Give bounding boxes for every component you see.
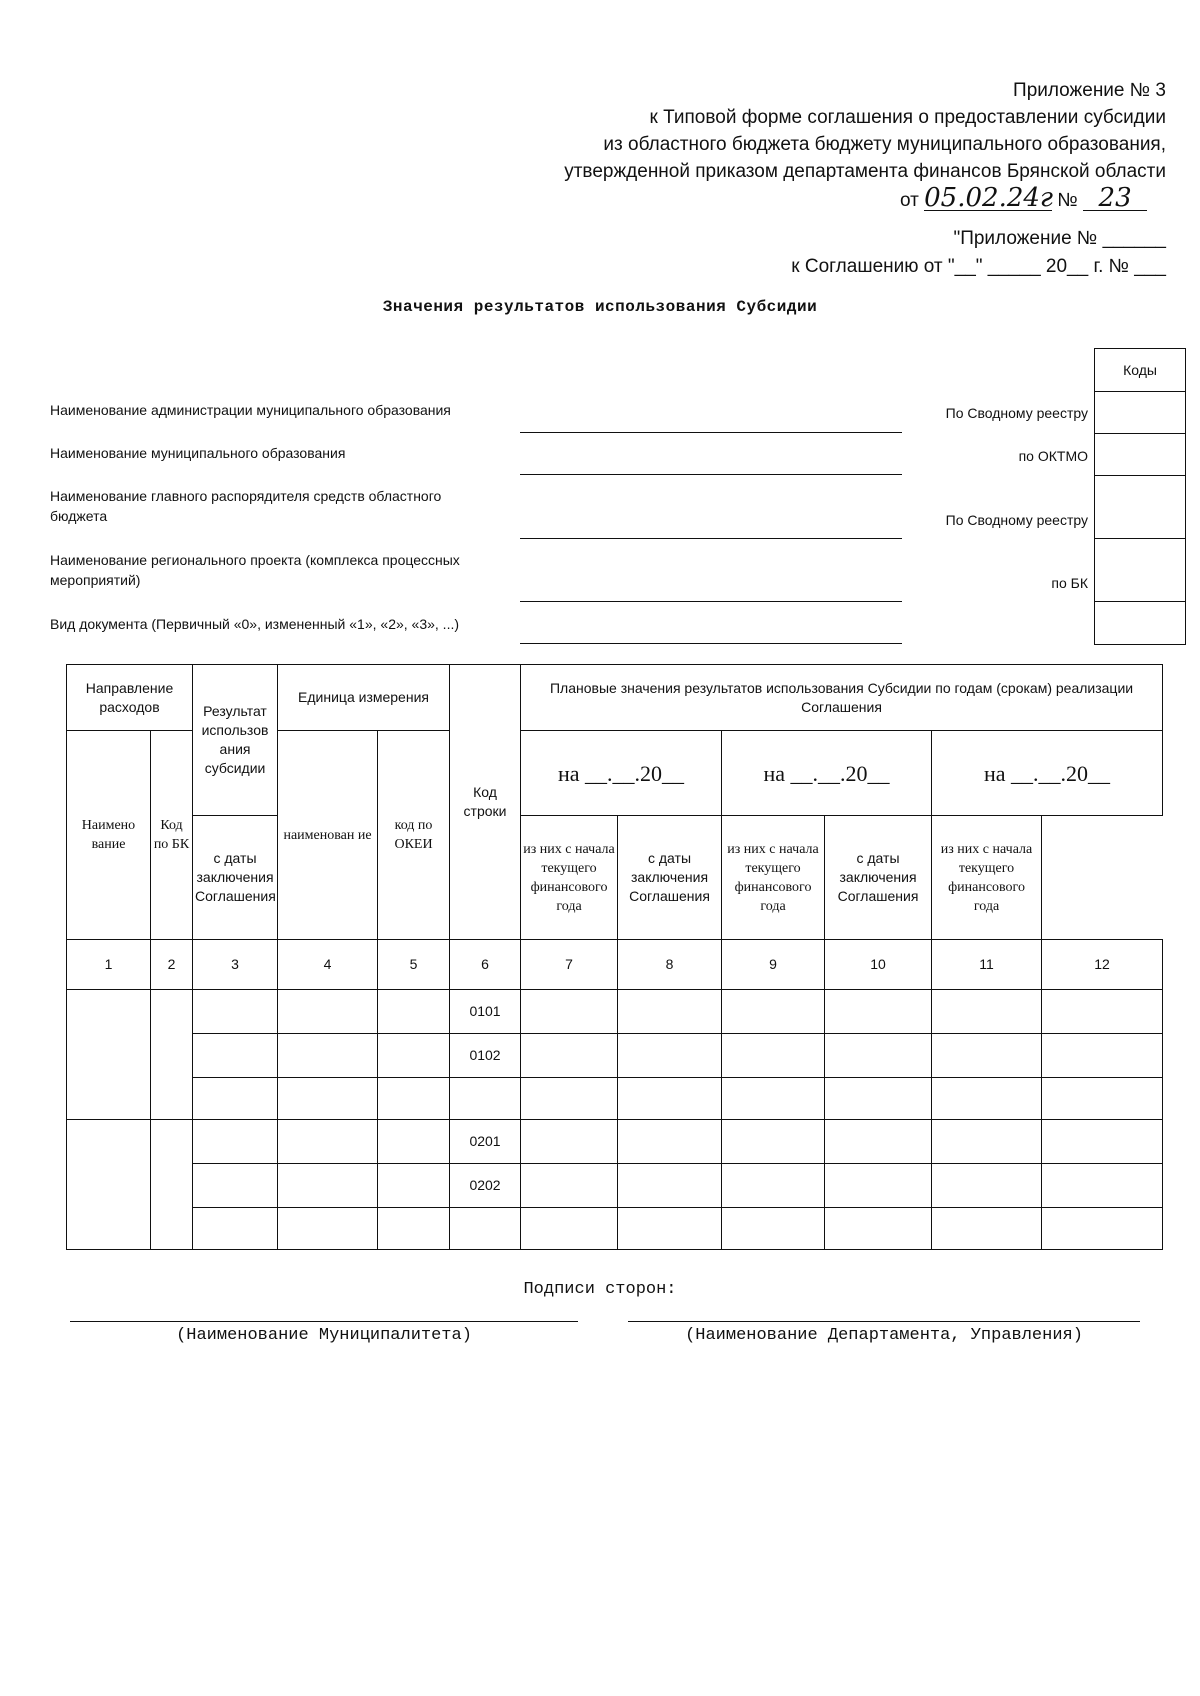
cell-value[interactable] — [825, 1208, 932, 1250]
col-number-12: 12 — [1042, 940, 1163, 990]
cell-row-code: 0102 — [450, 1034, 521, 1078]
cell-result[interactable] — [193, 1078, 278, 1120]
col-number-10: 10 — [825, 940, 932, 990]
signature-label-municipality: (Наименование Муниципалитета) — [176, 1326, 472, 1345]
header-line-2: к Типовой форме соглашения о предоставлении субсидии — [649, 107, 1166, 128]
cell-value[interactable] — [825, 1034, 932, 1078]
col-number-3: 3 — [193, 940, 278, 990]
code-cell-doc-type[interactable] — [1095, 602, 1186, 645]
signature-label-department: (Наименование Департамента, Управления) — [685, 1326, 1083, 1345]
cell-unit-okei[interactable] — [378, 1078, 450, 1120]
cell-result[interactable] — [193, 1208, 278, 1250]
cell-value[interactable] — [722, 1208, 825, 1250]
cell-value[interactable] — [932, 1120, 1042, 1164]
field-code-label-bk: по БК — [1051, 575, 1088, 591]
cell-value[interactable] — [825, 1164, 932, 1208]
cell-value[interactable] — [932, 1078, 1042, 1120]
header-from-year-3: из них с начала текущего финансового года — [932, 816, 1042, 940]
cell-value[interactable] — [618, 1208, 722, 1250]
cell-value[interactable] — [521, 1120, 618, 1164]
cell-direction-code-group-2[interactable] — [151, 1120, 193, 1250]
col-number-9: 9 — [722, 940, 825, 990]
cell-value[interactable] — [521, 1078, 618, 1120]
table-row — [67, 1034, 1163, 1078]
cell-row-code: 0101 — [450, 990, 521, 1034]
field-line-municipality[interactable] — [520, 474, 902, 475]
cell-unit-name[interactable] — [278, 990, 378, 1034]
cell-value[interactable] — [1042, 990, 1163, 1034]
cell-unit-name[interactable] — [278, 1208, 378, 1250]
cell-value[interactable] — [932, 990, 1042, 1034]
col-number-1: 1 — [67, 940, 151, 990]
cell-direction-name-group-2[interactable] — [67, 1120, 151, 1250]
table-row — [67, 1120, 1163, 1164]
cell-result[interactable] — [193, 1034, 278, 1078]
cell-unit-okei[interactable] — [378, 1164, 450, 1208]
cell-value[interactable] — [521, 1208, 618, 1250]
col-number-5: 5 — [378, 940, 450, 990]
field-code-label-registry-1: По Сводному реестру — [945, 405, 1088, 421]
cell-unit-okei[interactable] — [378, 990, 450, 1034]
cell-unit-okei[interactable] — [378, 1208, 450, 1250]
cell-value[interactable] — [521, 1034, 618, 1078]
col-number-6: 6 — [450, 940, 521, 990]
cell-result[interactable] — [193, 1164, 278, 1208]
cell-value[interactable] — [1042, 1208, 1163, 1250]
appendix-number: Приложение № 3 — [1013, 80, 1166, 101]
field-label-distributor: Наименование главного распорядителя средств областного бюджета — [50, 488, 442, 524]
codes-table — [1094, 348, 1186, 645]
cell-row-code: 0201 — [450, 1120, 521, 1164]
field-code-label-oktmo: по ОКТМО — [1018, 448, 1088, 464]
header-direction: Направление расходов — [67, 665, 193, 731]
field-label-admin: Наименование администрации муниципального образования — [50, 402, 451, 418]
cell-value[interactable] — [618, 1078, 722, 1120]
header-from-date-2: с даты заключения Соглашения — [618, 816, 722, 940]
results-table — [66, 664, 1163, 1250]
header-period-2: на __.__.20__ — [722, 731, 932, 816]
col-number-8: 8 — [618, 940, 722, 990]
header-unit-okei: код по ОКЕИ — [378, 731, 450, 940]
cell-value[interactable] — [1042, 1078, 1163, 1120]
header-from-date-3: с даты заключения Соглашения — [825, 816, 932, 940]
order-reference — [900, 183, 1162, 216]
cell-direction-code-group-1[interactable] — [151, 990, 193, 1120]
code-cell-bk[interactable] — [1095, 539, 1186, 602]
table-row — [67, 1078, 1163, 1120]
header-planned-values: Плановые значения результатов использования Субсидии по годам (срокам) реализации Соглашения — [521, 665, 1163, 731]
field-label-municipality: Наименование муниципального образования — [50, 445, 346, 461]
cell-value[interactable] — [521, 990, 618, 1034]
table-row — [67, 990, 1163, 1034]
field-line-admin[interactable] — [520, 432, 902, 433]
cell-value[interactable] — [722, 1078, 825, 1120]
cell-value[interactable] — [825, 990, 932, 1034]
cell-unit-name[interactable] — [278, 1164, 378, 1208]
table-row — [67, 1208, 1163, 1250]
field-label-project: Наименование регионального проекта (комплекса процессных мероприятий) — [50, 552, 460, 588]
page-title: Значения результатов использования Субсидии — [382, 298, 818, 316]
field-label-doc-type: Вид документа (Первичный «0», измененный «1», «2», «3», ...) — [50, 616, 460, 632]
header-result: Результат использов ания субсидии — [193, 665, 278, 816]
header-code-bk: Код по БК — [151, 731, 193, 940]
header-from-date-1: с даты заключения Соглашения — [193, 816, 278, 940]
agreement-appendix-line: "Приложение № ______ — [953, 228, 1166, 249]
order-number: 23 — [1083, 186, 1147, 211]
code-cell-registry-2[interactable] — [1095, 476, 1186, 539]
cell-row-code — [450, 1078, 521, 1120]
header-line-3: из областного бюджета бюджету муниципального образования, — [603, 134, 1166, 155]
cell-value[interactable] — [932, 1164, 1042, 1208]
col-number-11: 11 — [932, 940, 1042, 990]
cell-value[interactable] — [1042, 1120, 1163, 1164]
cell-value[interactable] — [825, 1120, 932, 1164]
code-cell-oktmo[interactable] — [1095, 434, 1186, 476]
cell-value[interactable] — [932, 1208, 1042, 1250]
cell-value[interactable] — [618, 1164, 722, 1208]
header-line-4: утвержденной приказом департамента финансов Брянской области — [564, 161, 1166, 182]
cell-value[interactable] — [722, 1034, 825, 1078]
col-number-4: 4 — [278, 940, 378, 990]
cell-unit-name[interactable] — [278, 1078, 378, 1120]
field-code-label-registry-2: По Сводному реестру — [945, 512, 1088, 528]
agreement-date-line: к Соглашению от "__" _____ 20__ г. № ___ — [791, 256, 1166, 277]
header-from-year-2: из них с начала текущего финансового года — [722, 816, 825, 940]
order-number-prefix: № — [1057, 190, 1078, 211]
field-line-project[interactable] — [520, 601, 902, 602]
header-row-code: Код строки — [450, 665, 521, 940]
order-date: 05.02.24г — [924, 183, 1054, 213]
cell-value[interactable] — [521, 1164, 618, 1208]
header-from-year-1: из них с начала текущего финансового года — [521, 816, 618, 940]
header-period-1: на __.__.20__ — [521, 731, 722, 816]
header-name: Наимено вание — [67, 731, 151, 940]
header-unit: Единица измерения — [278, 665, 450, 731]
field-line-doc-type[interactable] — [520, 643, 902, 644]
cell-unit-name[interactable] — [278, 1120, 378, 1164]
cell-value[interactable] — [825, 1078, 932, 1120]
cell-value[interactable] — [618, 990, 722, 1034]
cell-value[interactable] — [722, 1164, 825, 1208]
cell-value[interactable] — [722, 990, 825, 1034]
cell-result[interactable] — [193, 990, 278, 1034]
cell-unit-okei[interactable] — [378, 1120, 450, 1164]
table-row — [67, 1164, 1163, 1208]
code-cell-registry-1[interactable] — [1095, 392, 1186, 434]
cell-value[interactable] — [1042, 1034, 1163, 1078]
col-number-2: 2 — [151, 940, 193, 990]
cell-value[interactable] — [722, 1120, 825, 1164]
cell-value[interactable] — [618, 1120, 722, 1164]
cell-unit-okei[interactable] — [378, 1034, 450, 1078]
cell-row-code: 0202 — [450, 1164, 521, 1208]
cell-value[interactable] — [932, 1034, 1042, 1078]
order-prefix: от — [900, 190, 919, 211]
cell-value[interactable] — [1042, 1164, 1163, 1208]
header-unit-name: наименован ие — [278, 731, 378, 940]
signature-line-department[interactable] — [628, 1321, 1140, 1322]
cell-row-code — [450, 1208, 521, 1250]
header-period-3: на __.__.20__ — [932, 731, 1163, 816]
cell-result[interactable] — [193, 1120, 278, 1164]
cell-unit-name[interactable] — [278, 1034, 378, 1078]
cell-value[interactable] — [618, 1034, 722, 1078]
field-line-distributor[interactable] — [520, 538, 902, 539]
cell-direction-name-group-1[interactable] — [67, 990, 151, 1120]
signatures-title: Подписи сторон: — [523, 1280, 677, 1299]
signature-line-municipality[interactable] — [70, 1321, 578, 1322]
col-number-7: 7 — [521, 940, 618, 990]
codes-header: Коды — [1095, 349, 1186, 392]
